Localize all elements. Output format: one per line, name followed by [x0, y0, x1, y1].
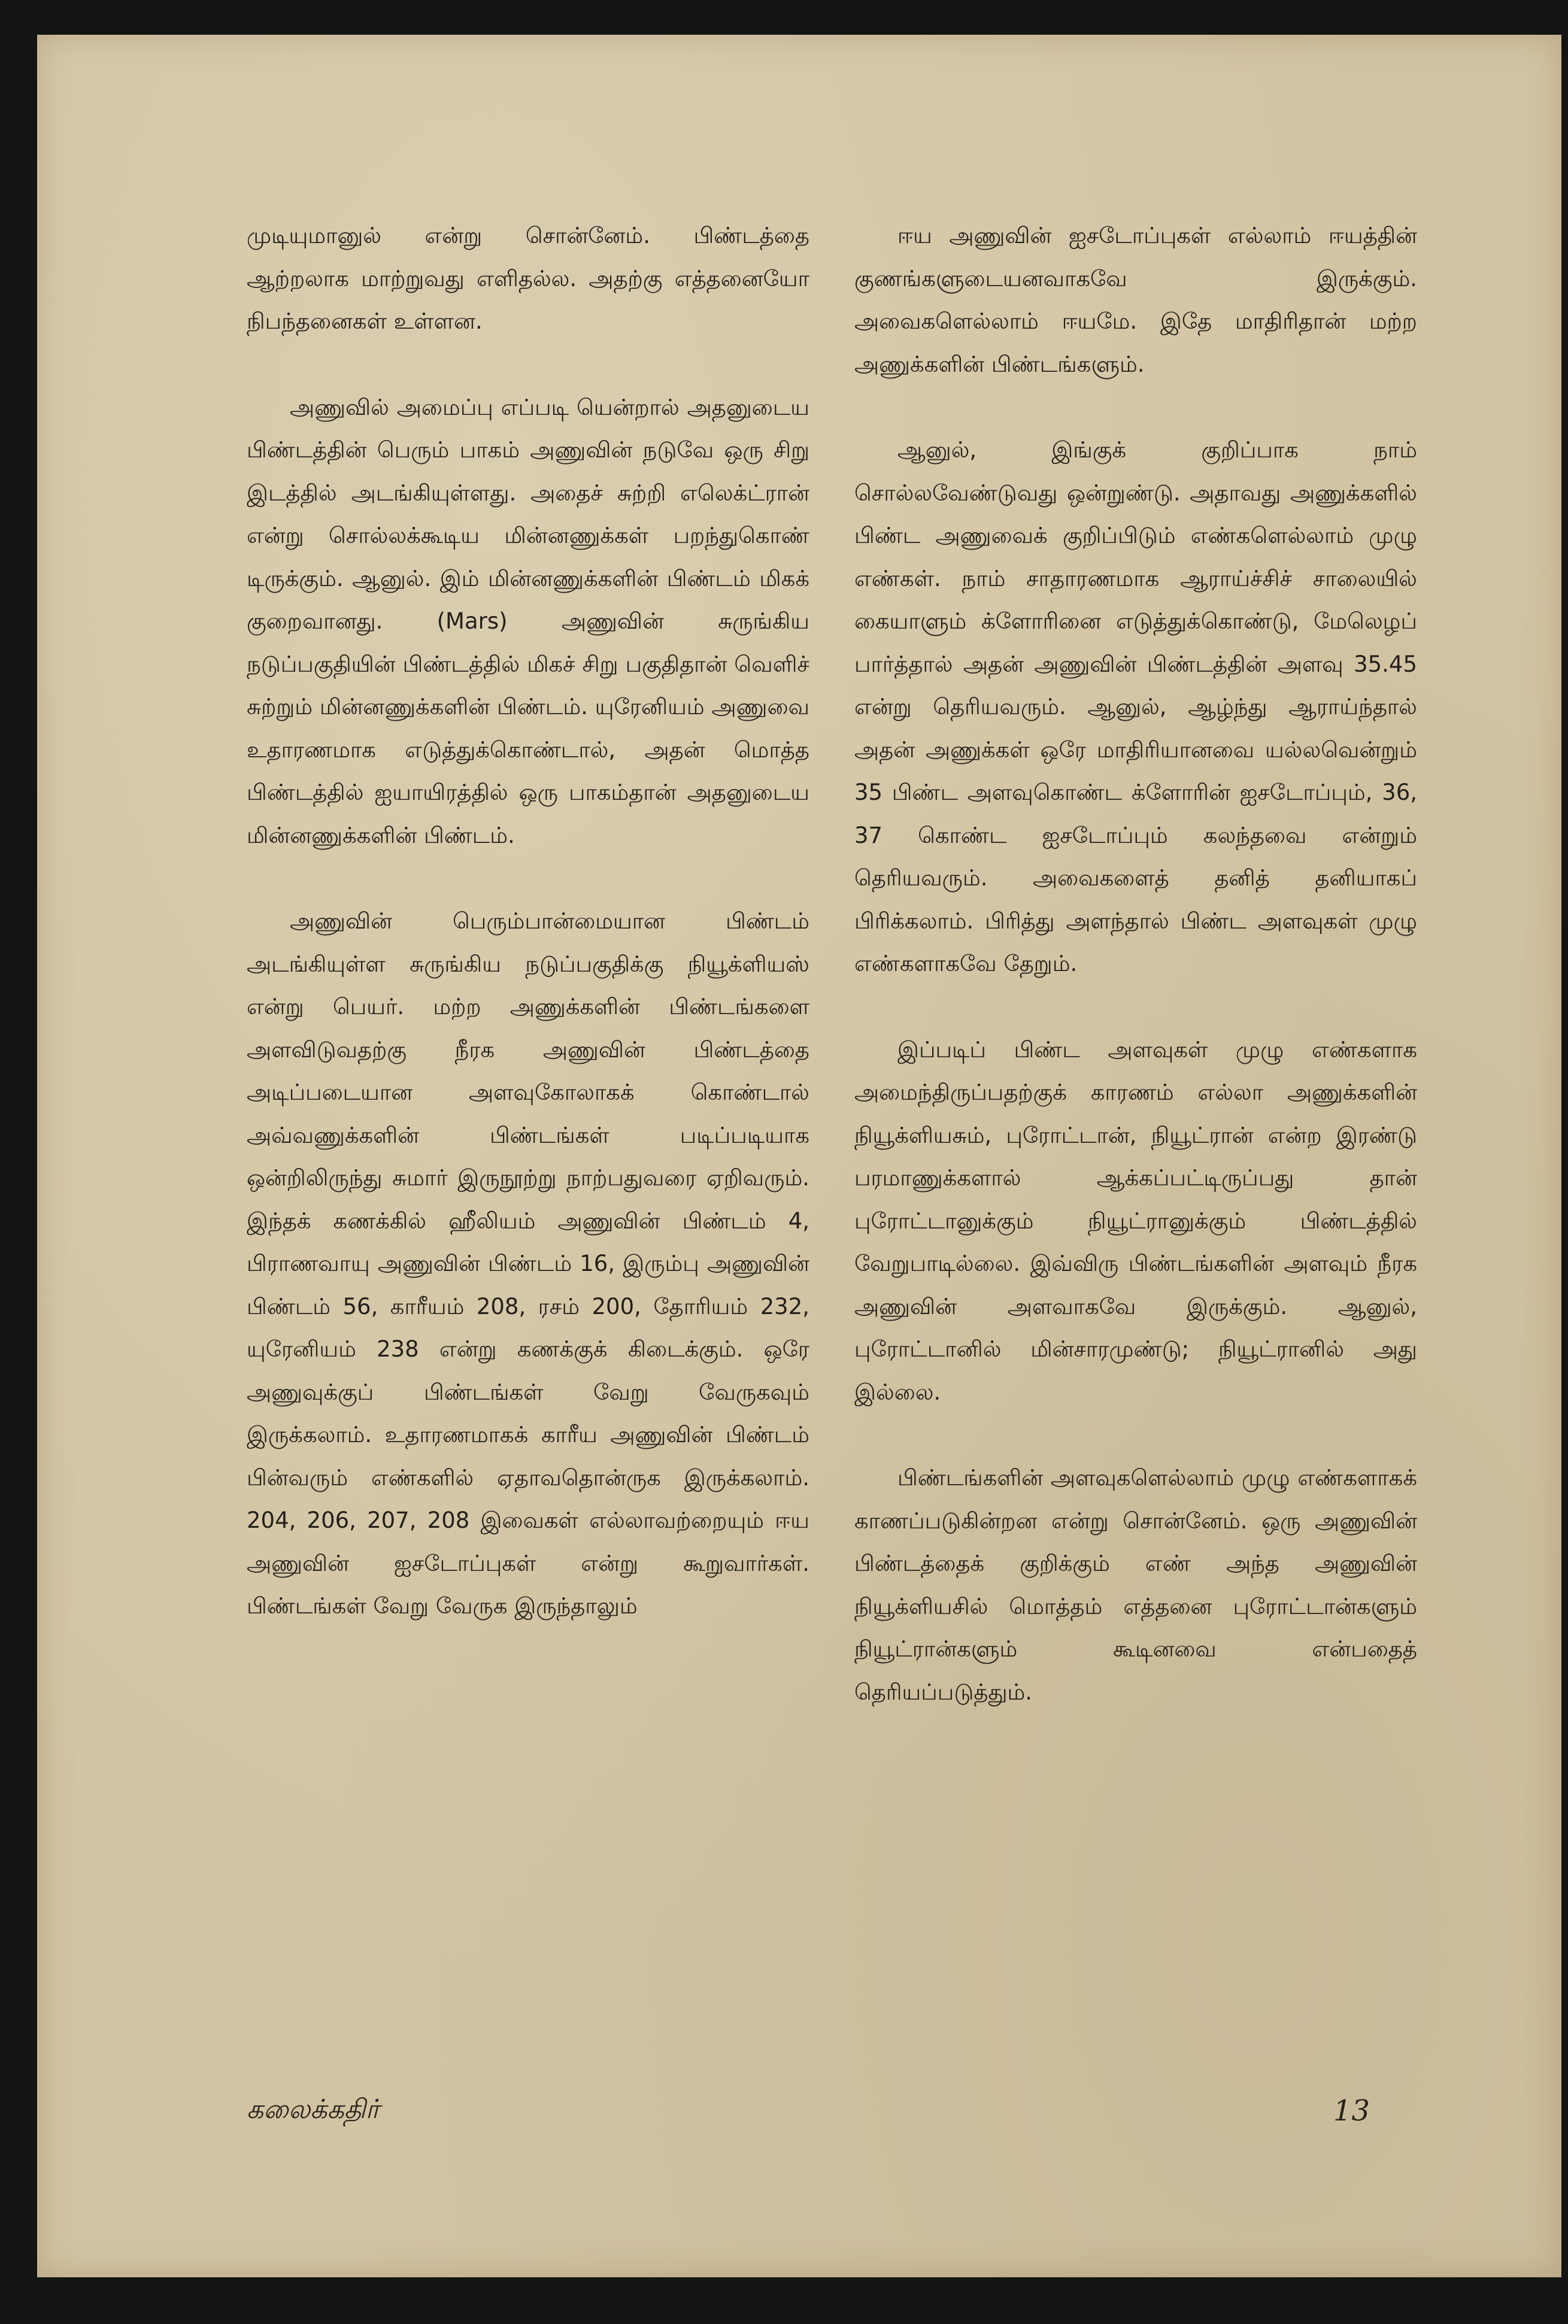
paragraph: முடியுமானுல் என்று சொன்னேம். பிண்டத்தை ஆற்றலாக மாற்றுவது எளிதல்ல. அதற்கு எத்தனையோ நிபந்தனைகள் உள்ளன.	[247, 223, 809, 334]
paragraph: பிண்டங்களின் அளவுகளெல்லாம் முழு எண்களாகக் காணப்படுகின்றன என்று சொன்னேம். ஒரு அணுவின் பிண்டத்தைக் குறிக்கும் எண் அந்த அணுவின் நியூக்ளியசில் மொத்தம் எத்தனை புரோட்டான்களும் நியூட்ரான்களும் கூடினவை என்பதைத் தெரியப்படுத்தும்.	[854, 1465, 1417, 1705]
paragraph: அணுவில் அமைப்பு எப்படி யென்றால் அதனுடைய பிண்டத்தின் பெரும் பாகம் அணுவின் நடுவே ஒரு சிறு இடத்தில் அடங்கியுள்ளது. அதைச் சுற்றி எலெக்ட்ரான் என்று சொல்லக்கூடிய மின்னணுக்கள் பறந்துகொண் டிருக்கும். ஆனுல். இம் மின்னணுக்களின் பிண்டம் மிகக் குறைவானது. (Mars) அணுவின் சுருங்கிய நடுப்பகுதியின் பிண்டத்தில் மிகச் சிறு பகுதிதான் வெளிச் சுற்றும் மின்னணுக்களின் பிண்டம். யுரேனியம் அணுவை உதாரணமாக எடுத்துக்கொண்டால், அதன் மொத்த பிண்டத்தில் ஐயாயிரத்தில் ஒரு பாகம்தான் அதனுடைய மின்னணுக்களின் பிண்டம்.	[247, 394, 809, 848]
paragraph: ஆனுல், இங்குக் குறிப்பாக நாம் சொல்லவேண்டுவது ஒன்றுண்டு. அதாவது அணுக்களில் பிண்ட அணுவைக் குறிப்பிடும் எண்களெல்லாம் முழு எண்கள். நாம் சாதாரணமாக ஆராய்ச்சிச் சாலையில் கையாளும் க்ளோரினை எடுத்துக்கொண்டு, மேலெழப் பார்த்தால் அதன் அணுவின் பிண்டத்தின் அளவு 35.45 என்று தெரியவரும். ஆனுல், ஆழ்ந்து ஆராய்ந்தால் அதன் அணுக்கள் ஒரே மாதிரியானவை யல்லவென்றும் 35 பிண்ட அளவுகொண்ட க்ளோரின் ஐசடோப்பும், 36, 37 கொண்ட ஐசடோப்பும் கலந்தவை என்றும் தெரியவரும். அவைகளைத் தனித் தனியாகப் பிரிக்கலாம். பிரித்து அளந்தால் பிண்ட அளவுகள் முழு எண்களாகவே தேறும்.	[854, 437, 1417, 976]
paragraph: இப்படிப் பிண்ட அளவுகள் முழு எண்களாக அமைந்திருப்பதற்குக் காரணம் எல்லா அணுக்களின் நியூக்ளியசும், புரோட்டான், நியூட்ரான் என்ற இரண்டு பரமாணுக்களால் ஆக்கப்பட்டிருப்பது தான் புரோட்டானுக்கும் நியூட்ரானுக்கும் பிண்டத்தில் வேறுபாடில்லை. இவ்விரு பிண்டங்களின் அளவும் நீரக அணுவின் அளவாகவே இருக்கும். ஆனுல், புரோட்டானில் மின்சாரமுண்டு; நியூட்ரானில் அது இல்லை.	[854, 1036, 1417, 1405]
page-number: 13	[1333, 2094, 1370, 2128]
magazine-title: கலைக்கதிர்	[247, 2094, 380, 2125]
paragraph: அணுவின் பெரும்பான்மையான பிண்டம் அடங்கியுள்ள சுருங்கிய நடுப்பகுதிக்கு நியூக்ளியஸ் என்று பெயர். மற்ற அணுக்களின் பிண்டங்களை அளவிடுவதற்கு நீரக அணுவின் பிண்டத்தை அடிப்படையான அளவுகோலாகக் கொண்டால் அவ்வணுக்களின் பிண்டங்கள் படிப்படியாக ஒன்றிலிருந்து சுமார் இருநூற்று நாற்பதுவரை ஏறிவரும். இந்தக் கணக்கில் ஹீலியம் அணுவின் பிண்டம் 4, பிராணவாயு அணுவின் பிண்டம் 16, இரும்பு அணுவின் பிண்டம் 56, காரீயம் 208, ரசம் 200, தோரியம் 232, யுரேனியம் 238 என்று கணக்குக் கிடைக்கும். ஒரே அணுவுக்குப் பிண்டங்கள் வேறு வேருகவும் இருக்கலாம். உதாரணமாகக் காரீய அணுவின் பிண்டம் பின்வரும் எண்களில் ஏதாவதொன்ருக இருக்கலாம். 204, 206, 207, 208 இவைகள் எல்லாவற்றையும் ஈய அணுவின் ஐசடோப்புகள் என்று கூறுவார்கள். பிண்டங்கள் வேறு வேருக இருந்தாலும்	[247, 908, 809, 1619]
paragraph: ஈய அணுவின் ஐசடோப்புகள் எல்லாம் ஈயத்தின் குணங்களுடையனவாகவே இருக்கும். அவைகளெல்லாம் ஈயமே. இதே மாதிரிதான் மற்ற அணுக்களின் பிண்டங்களும்.	[854, 223, 1417, 377]
left-column	[247, 214, 809, 2070]
magazine-page	[37, 35, 1561, 2277]
right-column	[854, 214, 1417, 2070]
